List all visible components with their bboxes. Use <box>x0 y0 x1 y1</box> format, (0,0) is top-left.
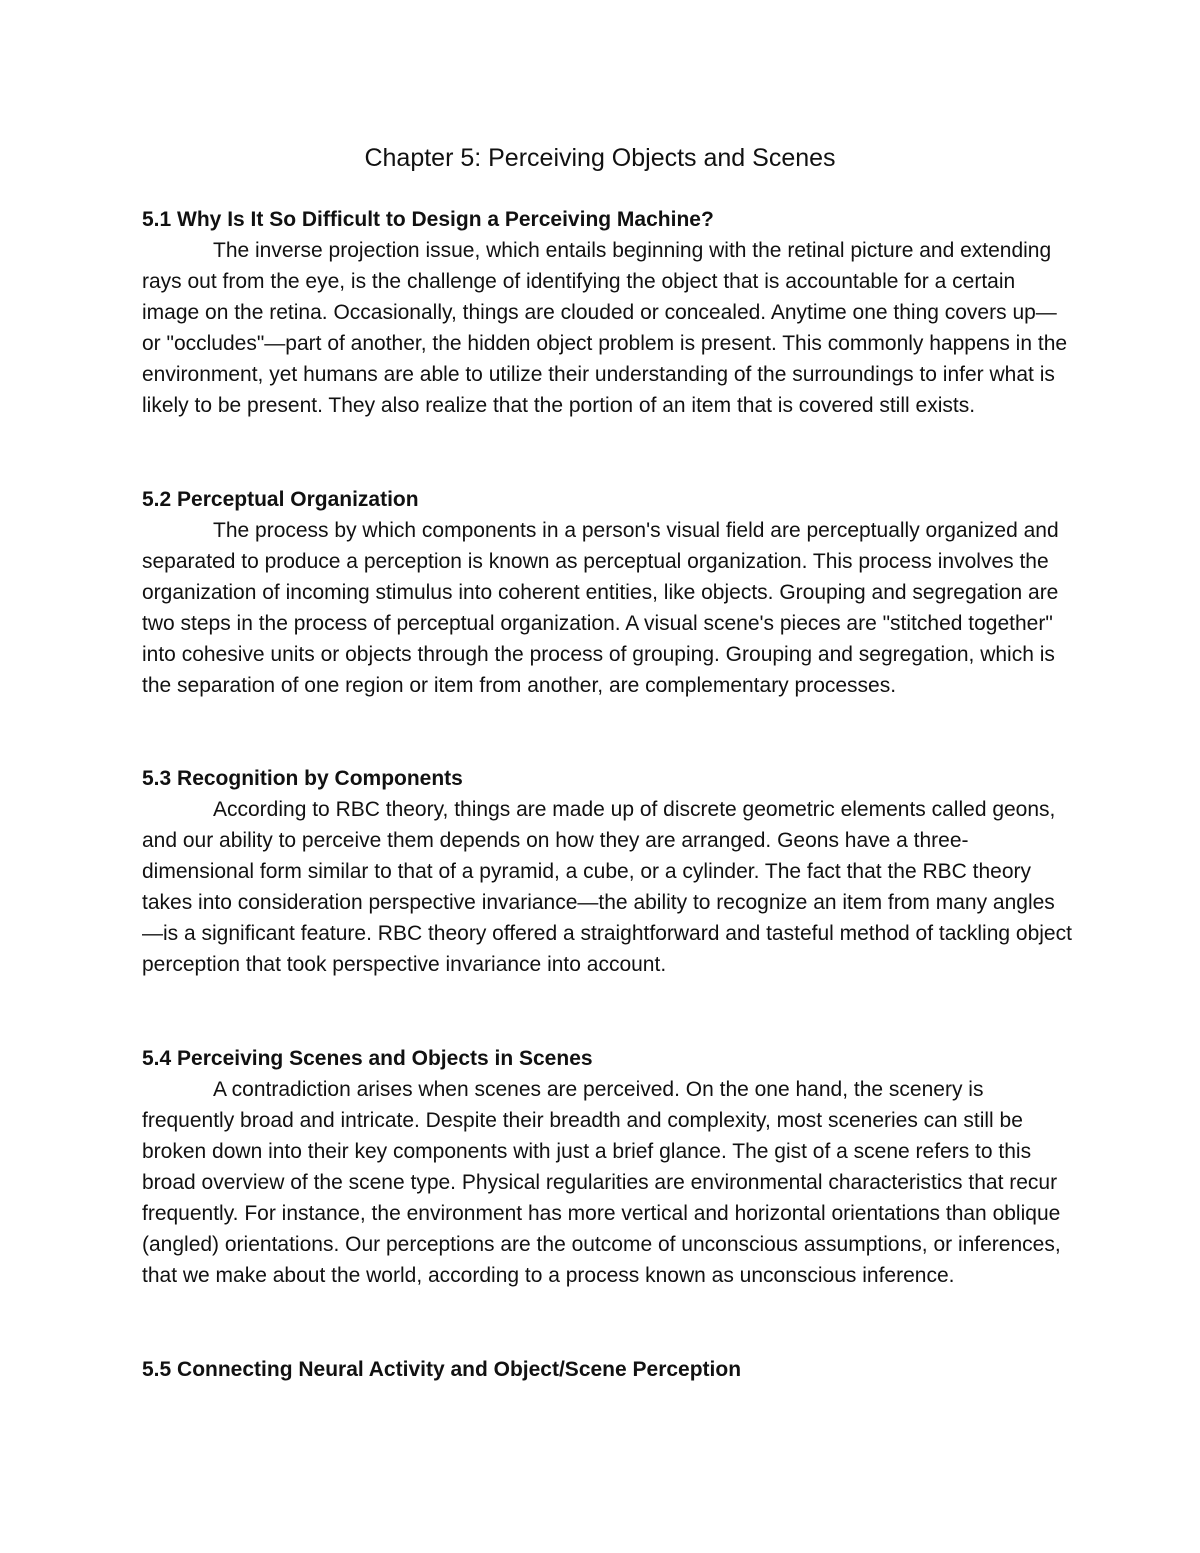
section-heading: 5.2 Perceptual Organization <box>142 488 419 511</box>
section-heading: 5.3 Recognition by Components <box>142 767 463 790</box>
section-paragraph: The inverse projection issue, which entails beginning with the retinal picture and extending rays out from the eye, is the challenge of identifying the object that is accountable for a certain image on the retina. Occasionally, things are clouded or concealed. Anytime one thing covers up—or "occludes"—part of another, the hidden object problem is present. This commonly happens in the environment, yet humans are able to utilize their understanding of the surroundings to infer what is likely to be present. They also realize that the portion of an item that is covered still exists. <box>142 239 1068 417</box>
section-5-4 <box>142 1043 1072 1291</box>
section-5-5 <box>142 1354 1072 1385</box>
page-title: Chapter 5: Perceiving Objects and Scenes <box>364 144 836 172</box>
section-paragraph: A contradiction arises when scenes are perceived. On the one hand, the scenery is frequently broad and intricate. Despite their breadth and complexity, most sceneries can still be broken down into their key components with just a brief glance. The gist of a scene refers to this broad overview of the scene type. Physical regularities are environmental characteristics that recur frequently. For instance, the environment has more vertical and horizontal orientations than oblique (angled) orientations. Our perceptions are the outcome of unconscious assumptions, or inferences, that we make about the world, according to a process known as unconscious inference. <box>142 1078 1061 1287</box>
section-5-1 <box>142 204 1072 421</box>
section-heading: 5.1 Why Is It So Difficult to Design a Perceiving Machine? <box>142 208 714 231</box>
section-paragraph: The process by which components in a person's visual field are perceptually organized and separated to produce a perception is known as perceptual organization. This process involves the organization of incoming stimulus into coherent entities, like objects. Grouping and segregation are two steps in the process of perceptual organization. A visual scene's pieces are "stitched together" into cohesive units or objects through the process of grouping. Grouping and segregation, which is the separation of one region or item from another, are complementary processes. <box>142 519 1059 697</box>
section-heading: 5.4 Perceiving Scenes and Objects in Scenes <box>142 1047 593 1070</box>
section-5-2 <box>142 484 1072 701</box>
section-paragraph: According to RBC theory, things are made up of discrete geometric elements called geons, and our ability to perceive them depends on how they are arranged. Geons have a three-dimensional form similar to that of a pyramid, a cube, or a cylinder. The fact that the RBC theory takes into consideration perspective invariance—the ability to recognize an item from many angles—is a significant feature. RBC theory offered a straightforward and tasteful method of tackling object perception that took perspective invariance into account. <box>142 798 1072 976</box>
section-5-3 <box>142 763 1072 980</box>
section-heading: 5.5 Connecting Neural Activity and Object/Scene Perception <box>142 1358 742 1381</box>
